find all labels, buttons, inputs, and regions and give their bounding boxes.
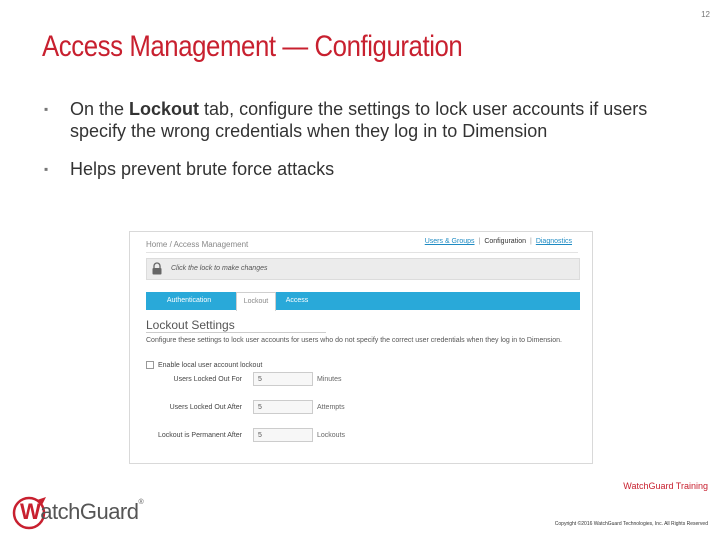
copyright-text: Copyright ©2016 WatchGuard Technologies, Inc. All Rights Reserved — [554, 521, 708, 527]
lock-icon[interactable] — [151, 262, 163, 275]
field-unit: Minutes — [317, 376, 342, 383]
bullet-text-bold: Lockout — [129, 99, 200, 119]
slide-number: 12 — [701, 10, 710, 19]
section-description: Configure these settings to lock user accounts for users who do not specify the correct user credentials when they log in to Dimension. — [146, 337, 562, 344]
field-label: Users Locked Out After — [169, 404, 242, 411]
field-unit: Lockouts — [317, 432, 346, 439]
field-row-locked-out-after — [130, 400, 592, 416]
nav-separator: | — [478, 238, 481, 245]
field-row-permanent-after — [130, 428, 592, 444]
breadcrumb[interactable]: Home / Access Management — [146, 240, 249, 249]
enable-lockout-row — [146, 361, 262, 369]
field-row-locked-out-for — [130, 372, 592, 388]
field-label: Lockout is Permanent After — [157, 432, 242, 439]
page-title: Access Management — Configuration — [42, 30, 463, 63]
top-nav — [425, 238, 572, 245]
tab-bar — [146, 292, 580, 310]
bullet-text-post: tab, configure the settings to lock user accounts if users specify the wrong credentials when they log in to Dimension — [70, 99, 648, 141]
bullet-text: Helps prevent brute force attacks — [70, 159, 335, 179]
permanent-after-input[interactable]: 5 — [253, 428, 313, 442]
bullet-item — [44, 98, 684, 142]
section-divider — [146, 332, 326, 333]
bullet-marker-icon: ▪ — [44, 162, 49, 176]
logo-first-letter: W — [20, 499, 41, 524]
users-groups-link[interactable]: Users & Groups — [424, 238, 475, 245]
enable-lockout-label: Enable local user account lockout — [158, 361, 263, 369]
lock-bar[interactable] — [146, 258, 580, 280]
divider — [146, 252, 578, 253]
field-unit: Attempts — [317, 404, 345, 411]
tab-lockout[interactable]: Lockout — [236, 292, 276, 311]
nav-separator: | — [529, 238, 532, 245]
logo-rest: atchGuard — [40, 499, 139, 524]
enable-lockout-checkbox[interactable] — [146, 361, 154, 369]
diagnostics-link[interactable]: Diagnostics — [535, 238, 572, 245]
bullet-marker-icon: ▪ — [44, 102, 49, 116]
tab-access[interactable]: Access — [285, 297, 309, 304]
locked-out-after-input[interactable]: 5 — [253, 400, 313, 414]
embedded-screenshot — [129, 231, 593, 464]
bullet-text-pre: On the — [70, 99, 130, 119]
training-label: WatchGuard Training — [623, 481, 708, 491]
field-label: Users Locked Out For — [173, 376, 242, 383]
lock-message: Click the lock to make changes — [171, 265, 268, 272]
configuration-link[interactable]: Configuration — [484, 238, 526, 245]
bullet-list — [44, 98, 684, 196]
logo-trademark: ® — [138, 499, 144, 506]
section-title: Lockout Settings — [146, 318, 235, 332]
tab-authentication[interactable]: Authentication — [166, 297, 212, 304]
watchguard-logo — [20, 499, 143, 525]
bullet-item — [44, 158, 684, 180]
locked-out-for-input[interactable]: 5 — [253, 372, 313, 386]
